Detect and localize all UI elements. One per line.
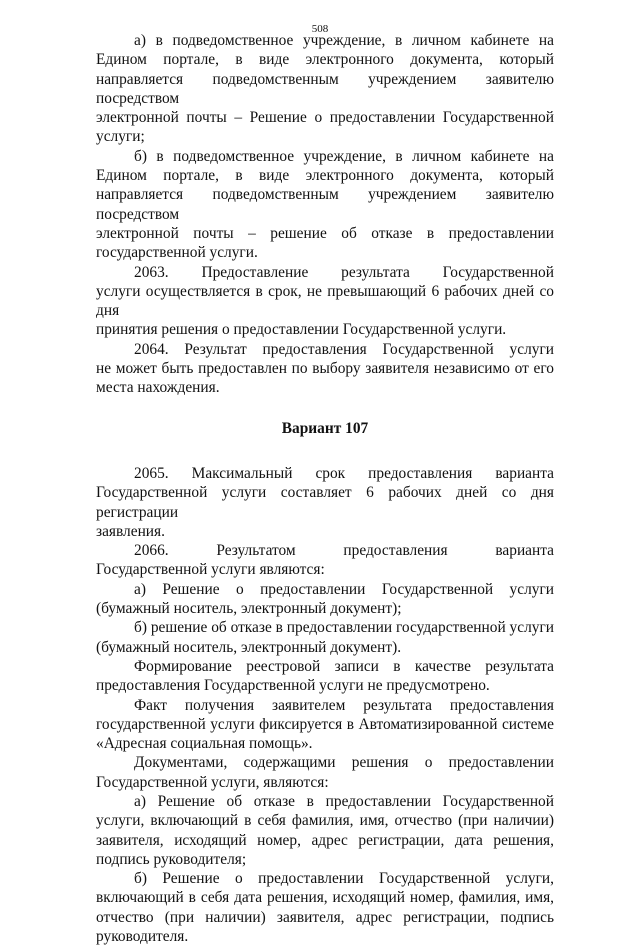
document-body <box>96 31 554 946</box>
paragraph-line: заявления. <box>96 522 165 540</box>
paragraph-line: Едином портале, в виде электронного документа, который <box>96 167 554 185</box>
paragraph-line: б) решение об отказе в предоставлении государственной услуги <box>134 619 554 637</box>
paragraph <box>96 618 554 657</box>
paragraph <box>96 580 554 619</box>
paragraph-line: отчество (при наличии) заявителя, адрес регистрации, подпись <box>96 908 554 926</box>
paragraph <box>96 696 554 754</box>
section-before-heading <box>96 31 554 398</box>
paragraph-line: включающий в себя дата решения, исходящий номер, фамилия, имя, <box>96 889 554 907</box>
paragraph-line: услуги; <box>96 128 145 146</box>
section-after-heading <box>96 464 554 946</box>
paragraph-line: принятия решения о предоставлении Государственной услуги. <box>96 321 507 339</box>
page-number: 508 <box>311 23 329 35</box>
paragraph-line: 2065. Максимальный срок предоставления варианта <box>134 464 554 482</box>
paragraph <box>96 340 554 398</box>
paragraph-line: Едином портале, в виде электронного документа, который <box>96 51 554 69</box>
paragraph-line: электронной почты – решение об отказе в предоставлении <box>96 224 554 242</box>
paragraph-line: подпись руководителя; <box>96 850 247 868</box>
paragraph <box>96 263 554 340</box>
paragraph-line: Государственной услуги составляет 6 рабочих дней со дня регистрации <box>96 484 554 521</box>
paragraph-line: электронной почты – Решение о предоставлении Государственной <box>96 109 554 127</box>
paragraph-line: предоставления Государственной услуги не предусмотрено. <box>96 677 490 695</box>
paragraph-line: «Адресная социальная помощь». <box>96 735 313 753</box>
paragraph-line: 2063. Предоставление результата Государственной <box>134 263 554 281</box>
paragraph-line: направляется подведомственным учреждением заявителю посредством <box>96 70 554 107</box>
paragraph-line: б) Решение о предоставлении Государственной услуги, <box>134 870 554 888</box>
paragraph-line: а) Решение об отказе в предоставлении Государственной <box>134 792 554 810</box>
paragraph-line: Факт получения заявителем результата предоставления <box>134 696 554 714</box>
paragraph <box>96 869 554 946</box>
paragraph-line: направляется подведомственным учреждением заявителю посредством <box>96 186 554 223</box>
paragraph-line: места нахождения. <box>96 379 220 397</box>
paragraph <box>96 147 554 263</box>
paragraph-line: услуги осуществляется в срок, не превышающий 6 рабочих дней со дня <box>96 282 554 320</box>
paragraph <box>96 31 554 147</box>
paragraph-line: а) Решение о предоставлении Государственной услуги <box>134 580 554 598</box>
paragraph-line: (бумажный носитель, электронный документ); <box>96 600 402 618</box>
paragraph-line: заявителя, исходящий номер, адрес регистрации, дата решения, <box>96 831 554 849</box>
paragraph-line: руководителя. <box>96 928 189 946</box>
paragraph-line: Формирование реестровой записи в качестве результата <box>134 657 554 675</box>
paragraph <box>96 792 554 869</box>
paragraph-line: государственной услуги. <box>96 244 258 262</box>
paragraph-line: б) в подведомственное учреждение, в личном кабинете на <box>134 147 554 165</box>
paragraph-line: Государственной услуги являются: <box>96 561 325 579</box>
paragraph-line: 2064. Результат предоставления Государственной услуги <box>134 340 554 358</box>
section-heading: Вариант 107 <box>281 419 369 437</box>
paragraph-line: Государственной услуги, являются: <box>96 773 329 791</box>
paragraph-line: государственной услуги фиксируется в Автоматизированной системе <box>96 715 554 733</box>
paragraph <box>96 753 554 792</box>
paragraph-line: а) в подведомственное учреждение, в личном кабинете на <box>134 32 554 49</box>
paragraph-line: услуги, включающий в себя фамилия, имя, отчество (при наличии) <box>96 812 554 830</box>
paragraph <box>96 464 554 541</box>
paragraph-line: не может быть предоставлен по выбору заявителя независимо от его <box>96 360 554 378</box>
paragraph <box>96 541 554 580</box>
paragraph <box>96 657 554 696</box>
paragraph-line: 2066. Результатом предоставления варианта <box>134 542 554 560</box>
paragraph-line: (бумажный носитель, электронный документ). <box>96 638 402 656</box>
paragraph-line: Документами, содержащими решения о предоставлении <box>134 754 554 772</box>
